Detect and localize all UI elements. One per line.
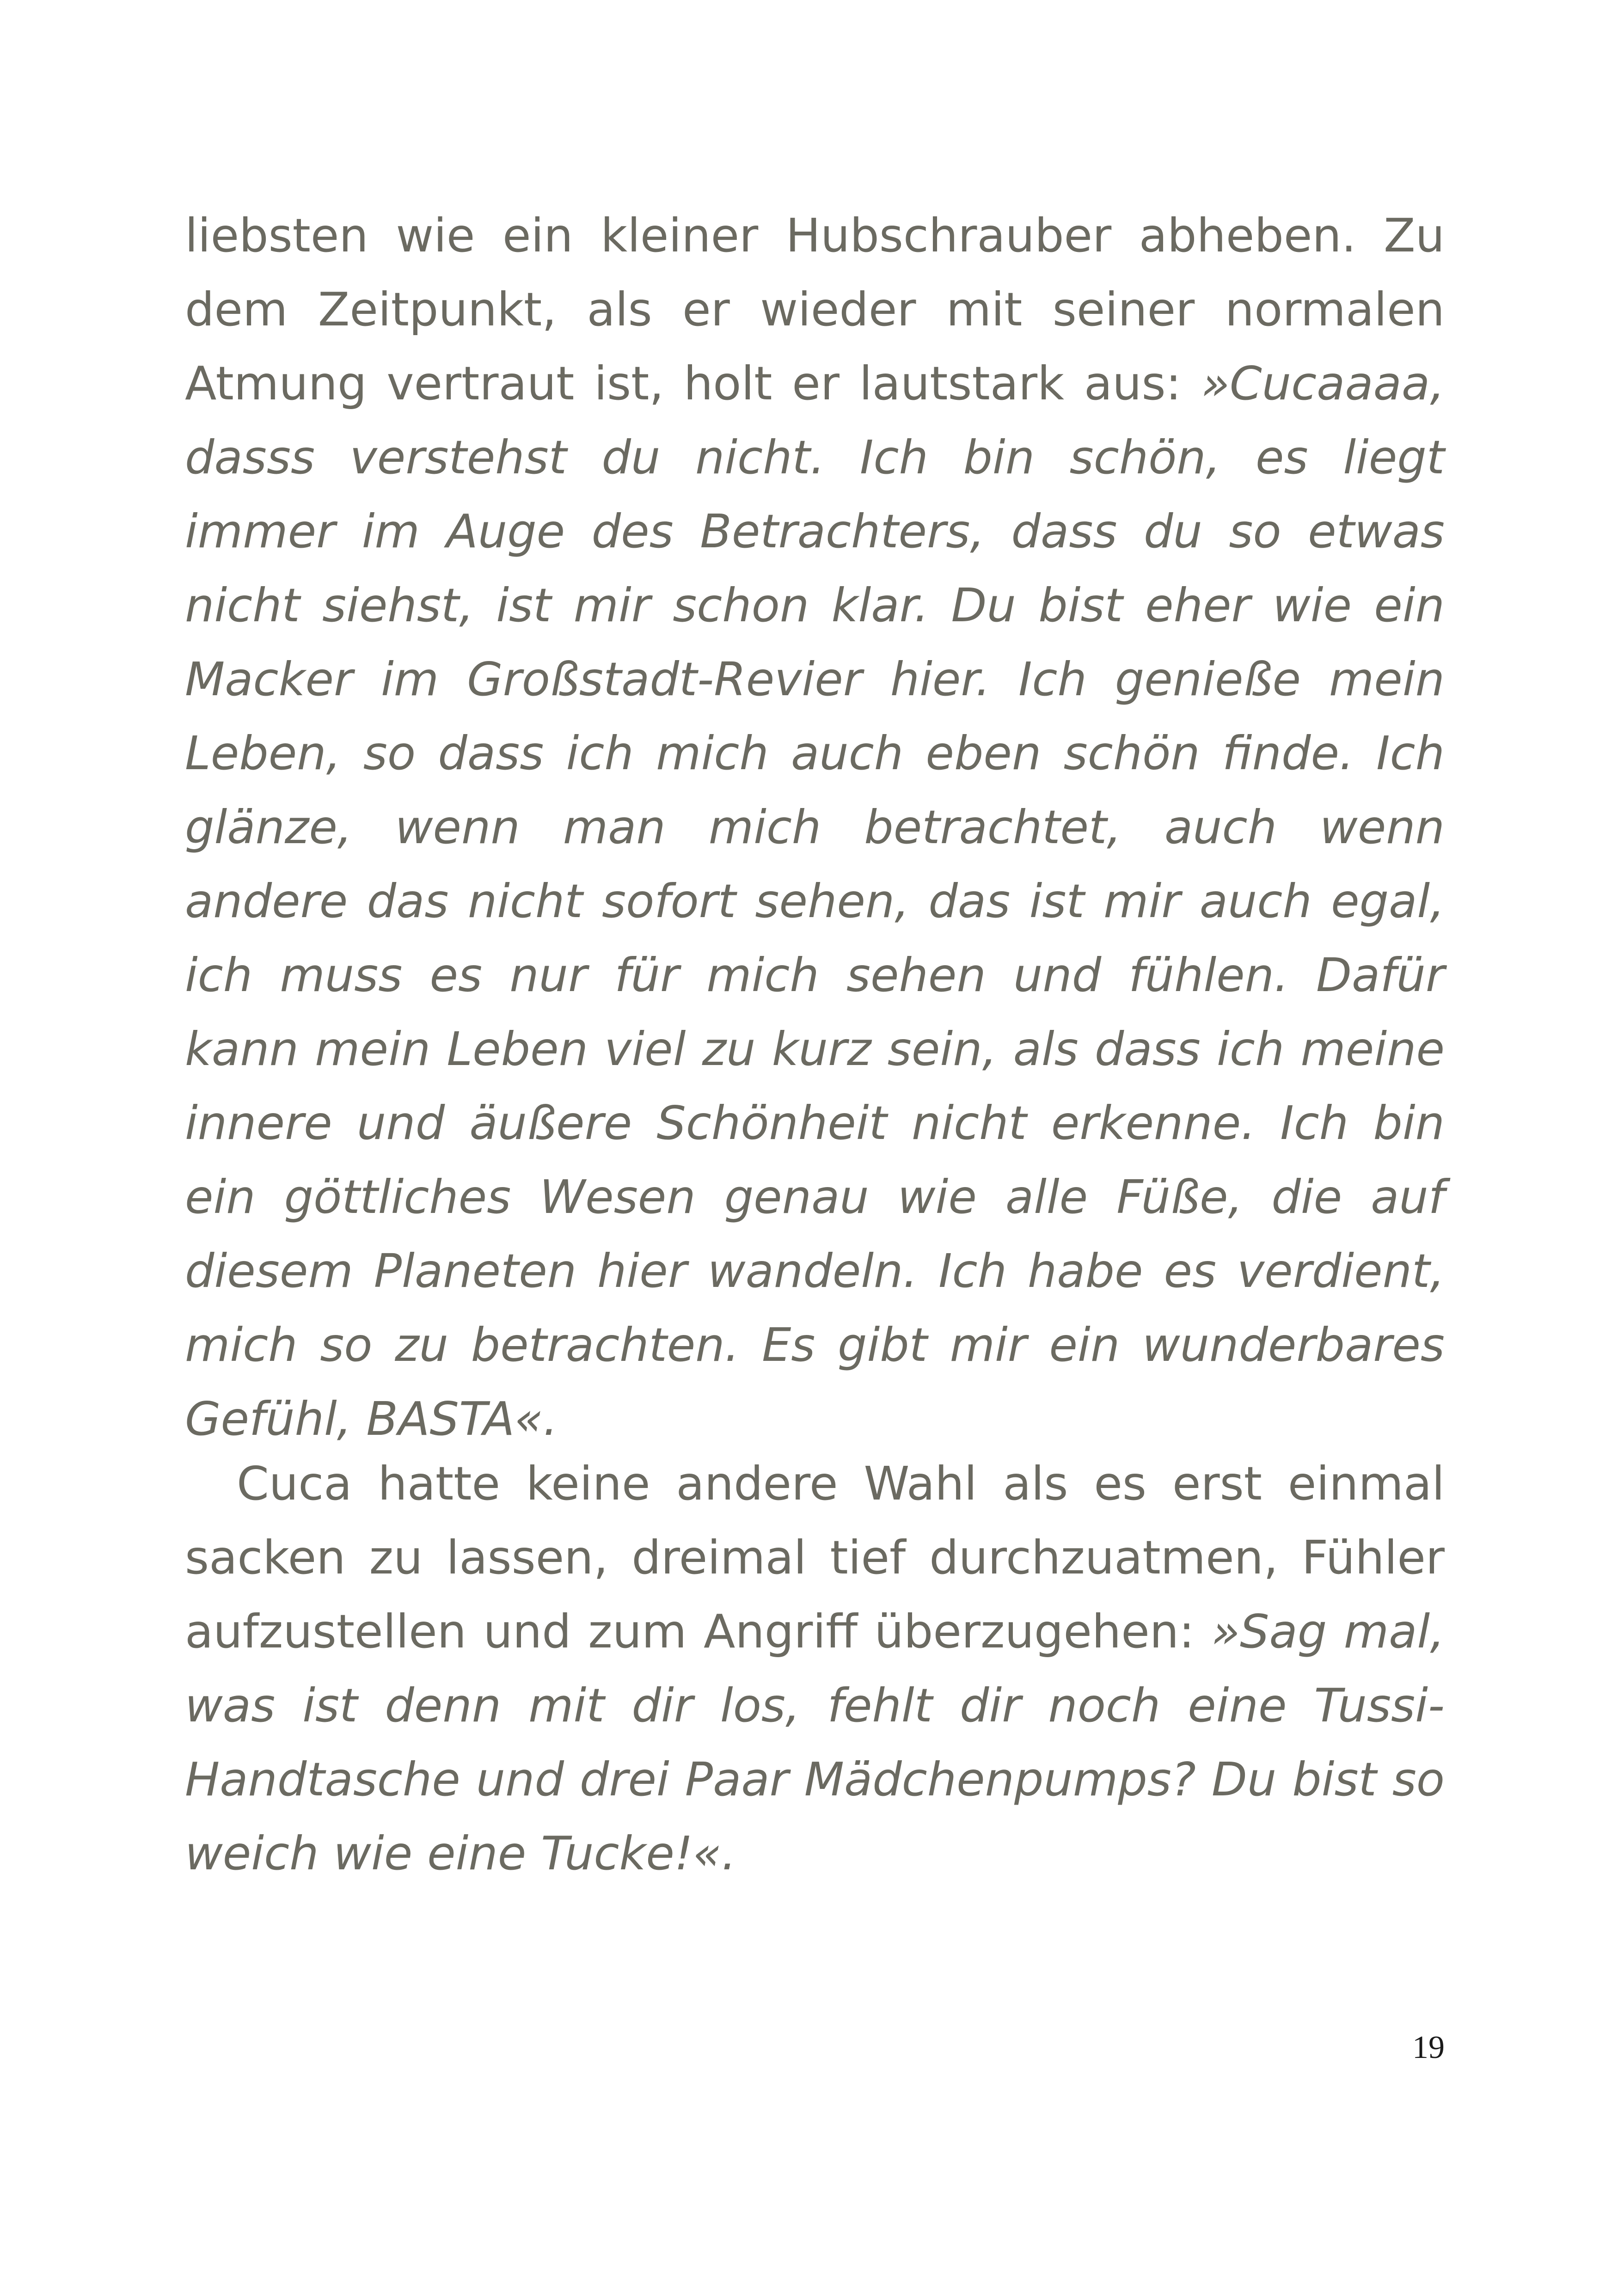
paragraph-1-narration: liebsten wie ein kleiner Hubschrauber abheben. Zu dem Zeitpunkt, als er wieder mit seiner normalen Atmung vertraut ist, holt er lautstark aus: (185, 208, 1445, 410)
paragraph-2 (185, 1447, 1445, 1891)
paragraph-1-speech: »Cucaaaa, dasss verstehst du nicht. Ich bin schön, es liegt immer im Auge des Betrachters, dass du so etwas nicht siehst, ist mir schon klar. Du bist eher wie ein Macker im Großstadt-Revier hier. Ich genieße mein Leben, so dass ich mich auch eben schön finde. Ich glänze, wenn man mich betrachtet, auch wenn andere das nicht sofort sehen, das ist mir auch egal, ich muss es nur für mich sehen und fühlen. Dafür kann mein Leben viel zu kurz sein, als dass ich meine innere und äußere Schönheit nicht erkenne. Ich bin ein göttliches Wesen genau wie alle Füße, die auf diesem Planeten hier wandeln. Ich habe es verdient, mich so zu betrachten. Es gibt mir ein wunderbares Gefühl, BASTA«. (185, 356, 1445, 1446)
page-number: 19 (1412, 2030, 1445, 2065)
paragraph-1 (185, 199, 1445, 1456)
paragraph-2-speech: »Sag mal, was ist denn mit dir los, fehlt dir noch eine Tussi-Handtasche und drei Paar Mädchenpumps? Du bist so weich wie eine Tucke!«. (185, 1604, 1445, 1880)
paragraph-2-narration: Cuca hatte keine andere Wahl als es erst einmal sacken zu lassen, dreimal tief durchzuatmen, Fühler aufzustellen und zum Angriff überzugehen: (185, 1457, 1445, 1659)
